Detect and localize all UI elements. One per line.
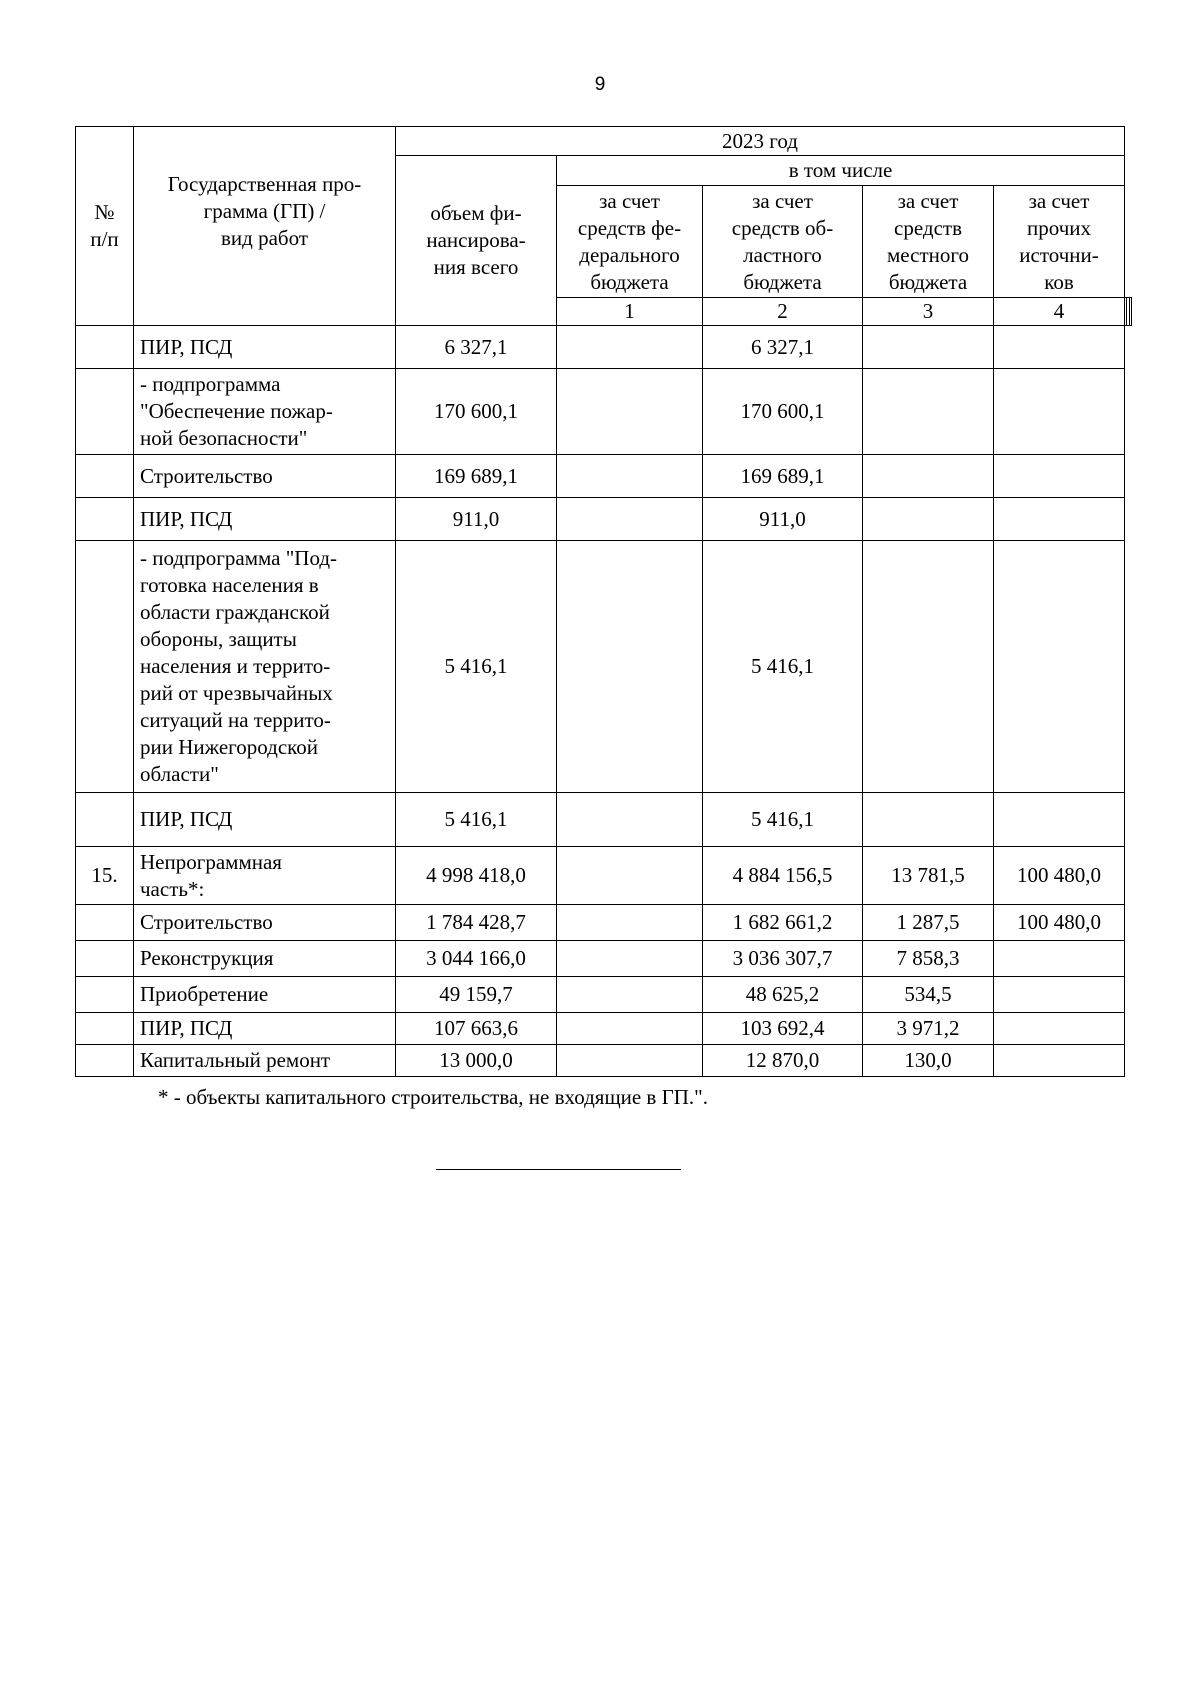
table-row bbox=[76, 498, 1132, 541]
cell-other bbox=[994, 1045, 1125, 1077]
cell-regional: 170 600,1 bbox=[703, 369, 863, 455]
cell-total: 169 689,1 bbox=[396, 455, 557, 498]
cell-num: 15. bbox=[76, 847, 134, 905]
cell-local: 130,0 bbox=[863, 1045, 994, 1077]
cell-total: 13 000,0 bbox=[396, 1045, 557, 1077]
header-program: Государственная про- грамма (ГП) / вид работ bbox=[134, 127, 396, 326]
cell-local bbox=[863, 455, 994, 498]
table-row bbox=[76, 369, 1132, 455]
cell-num bbox=[76, 1045, 134, 1077]
header-including: в том числе bbox=[557, 156, 1125, 186]
cell-total: 911,0 bbox=[396, 498, 557, 541]
cell-name: - подпрограмма "Под- готовка населения в области гражданской обороны, защиты населения и террито- рий от чрезвычайных ситуаций на террито- рии Нижегородской области" bbox=[134, 541, 396, 793]
cell-other bbox=[994, 941, 1125, 977]
header-year: 2023 год bbox=[396, 127, 1125, 156]
col-number-7 bbox=[1129, 298, 1131, 326]
cell-local bbox=[863, 326, 994, 369]
cell-regional: 48 625,2 bbox=[703, 977, 863, 1013]
cell-other bbox=[994, 326, 1125, 369]
cell-name: Приобретение bbox=[134, 977, 396, 1013]
cell-regional: 1 682 661,2 bbox=[703, 905, 863, 941]
cell-num bbox=[76, 498, 134, 541]
cell-name: - подпрограмма "Обеспечение пожар- ной безопасности" bbox=[134, 369, 396, 455]
cell-regional: 4 884 156,5 bbox=[703, 847, 863, 905]
cell-total: 170 600,1 bbox=[396, 369, 557, 455]
cell-total: 107 663,6 bbox=[396, 1013, 557, 1045]
cell-regional: 5 416,1 bbox=[703, 541, 863, 793]
cell-name: Капитальный ремонт bbox=[134, 1045, 396, 1077]
cell-num bbox=[76, 941, 134, 977]
cell-name: Реконструкция bbox=[134, 941, 396, 977]
cell-name: ПИР, ПСД bbox=[134, 498, 396, 541]
cell-local: 7 858,3 bbox=[863, 941, 994, 977]
table-row bbox=[76, 847, 1132, 905]
cell-other bbox=[994, 793, 1125, 847]
cell-regional: 3 036 307,7 bbox=[703, 941, 863, 977]
cell-federal bbox=[557, 1013, 703, 1045]
table-row bbox=[76, 941, 1132, 977]
cell-regional: 6 327,1 bbox=[703, 326, 863, 369]
table-row bbox=[76, 1013, 1132, 1045]
cell-federal bbox=[557, 455, 703, 498]
col-number-1: 1 bbox=[557, 298, 703, 326]
table-row bbox=[76, 977, 1132, 1013]
col-number-3: 3 bbox=[863, 298, 994, 326]
cell-local: 13 781,5 bbox=[863, 847, 994, 905]
cell-federal bbox=[557, 369, 703, 455]
cell-num bbox=[76, 905, 134, 941]
cell-federal bbox=[557, 847, 703, 905]
header-other: за счет прочих источни- ков bbox=[994, 186, 1125, 298]
cell-name: Непрограммная часть*: bbox=[134, 847, 396, 905]
page-number: 9 bbox=[594, 74, 606, 95]
cell-local bbox=[863, 498, 994, 541]
col-number-4: 4 bbox=[994, 298, 1125, 326]
cell-other bbox=[994, 369, 1125, 455]
cell-name: ПИР, ПСД bbox=[134, 793, 396, 847]
budget-table bbox=[75, 126, 1132, 1077]
cell-name: ПИР, ПСД bbox=[134, 1013, 396, 1045]
cell-total: 49 159,7 bbox=[396, 977, 557, 1013]
cell-local: 534,5 bbox=[863, 977, 994, 1013]
footnote: * - объекты капитального строительства, не входящие в ГП.". bbox=[158, 1085, 708, 1109]
cell-local bbox=[863, 793, 994, 847]
header-total: объем фи- нансирова- ния всего bbox=[396, 156, 557, 326]
cell-federal bbox=[557, 793, 703, 847]
cell-federal bbox=[557, 498, 703, 541]
table-row bbox=[76, 905, 1132, 941]
end-line bbox=[436, 1169, 681, 1170]
cell-other bbox=[994, 977, 1125, 1013]
cell-regional: 12 870,0 bbox=[703, 1045, 863, 1077]
cell-total: 5 416,1 bbox=[396, 793, 557, 847]
cell-regional: 169 689,1 bbox=[703, 455, 863, 498]
cell-name: Строительство bbox=[134, 455, 396, 498]
cell-regional: 5 416,1 bbox=[703, 793, 863, 847]
table-row bbox=[76, 1045, 1132, 1077]
cell-federal bbox=[557, 326, 703, 369]
cell-federal bbox=[557, 977, 703, 1013]
cell-other: 100 480,0 bbox=[994, 847, 1125, 905]
cell-regional: 103 692,4 bbox=[703, 1013, 863, 1045]
cell-total: 3 044 166,0 bbox=[396, 941, 557, 977]
cell-num bbox=[76, 1013, 134, 1045]
header-federal: за счет средств фе- дерального бюджета bbox=[557, 186, 703, 298]
cell-num bbox=[76, 541, 134, 793]
cell-local bbox=[863, 369, 994, 455]
cell-name: Строительство bbox=[134, 905, 396, 941]
header-regional: за счет средств об- ластного бюджета bbox=[703, 186, 863, 298]
cell-federal bbox=[557, 941, 703, 977]
col-number-2: 2 bbox=[703, 298, 863, 326]
cell-local: 3 971,2 bbox=[863, 1013, 994, 1045]
table-row bbox=[76, 541, 1132, 793]
cell-num bbox=[76, 326, 134, 369]
cell-other bbox=[994, 455, 1125, 498]
cell-federal bbox=[557, 1045, 703, 1077]
cell-num bbox=[76, 455, 134, 498]
cell-regional: 911,0 bbox=[703, 498, 863, 541]
cell-total: 1 784 428,7 bbox=[396, 905, 557, 941]
header-local: за счет средств местного бюджета bbox=[863, 186, 994, 298]
cell-total: 6 327,1 bbox=[396, 326, 557, 369]
table-row bbox=[76, 455, 1132, 498]
cell-other bbox=[994, 1013, 1125, 1045]
cell-num bbox=[76, 369, 134, 455]
cell-federal bbox=[557, 905, 703, 941]
cell-num bbox=[76, 793, 134, 847]
cell-total: 5 416,1 bbox=[396, 541, 557, 793]
cell-total: 4 998 418,0 bbox=[396, 847, 557, 905]
cell-federal bbox=[557, 541, 703, 793]
header-num: № п/п bbox=[76, 127, 134, 326]
cell-other bbox=[994, 541, 1125, 793]
cell-num bbox=[76, 977, 134, 1013]
cell-local: 1 287,5 bbox=[863, 905, 994, 941]
table-row bbox=[76, 793, 1132, 847]
cell-other bbox=[994, 498, 1125, 541]
cell-name: ПИР, ПСД bbox=[134, 326, 396, 369]
cell-local bbox=[863, 541, 994, 793]
table-row bbox=[76, 326, 1132, 369]
cell-other: 100 480,0 bbox=[994, 905, 1125, 941]
